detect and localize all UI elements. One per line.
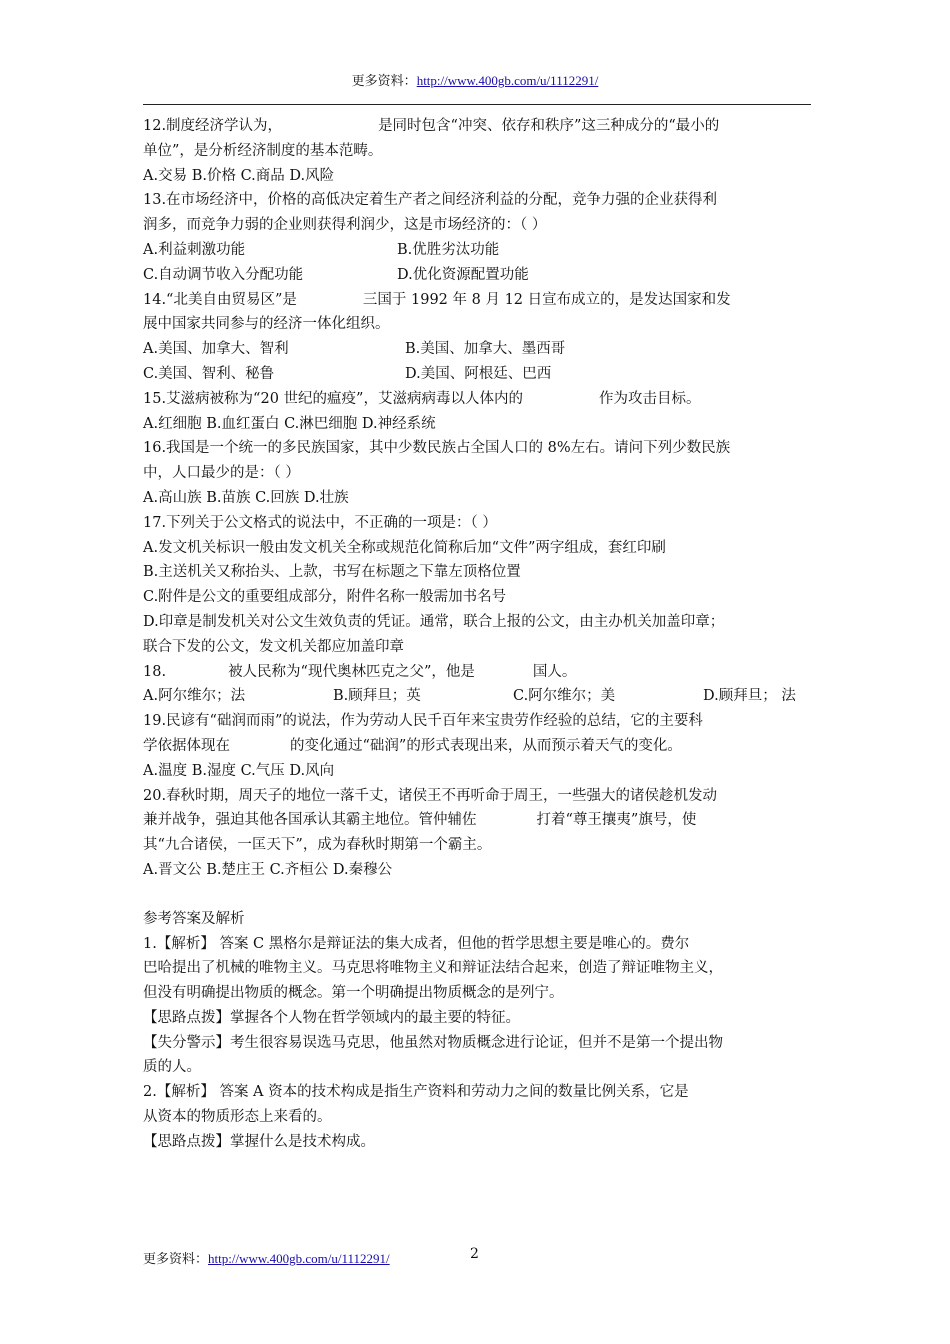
answer-1-tip: 【思路点拨】掌握各个人物在哲学领域内的最主要的特征。 <box>143 1009 520 1026</box>
footer-link[interactable]: http://www.400gb.com/u/1112291/ <box>208 1251 390 1266</box>
answers-title: 参考答案及解析 <box>143 910 245 927</box>
question-20: 20.春秋时期，周天子的地位一落千丈，诸侯王不再听命于周王，一些强大的诸侯趁机发动 <box>143 787 718 804</box>
question-14-options-row1: A.美国、加拿大、智利 B.美国、加拿大、墨西哥 <box>143 341 566 358</box>
question-16-options: A.高山族 B.苗族 C.回族 D.壮族 <box>143 489 349 506</box>
answer-1-line3: 但没有明确提出物质的概念。第一个明确提出物质概念的是列宁。 <box>143 985 564 1002</box>
answer-2-line2: 从资本的物质形态上来看的。 <box>143 1109 332 1126</box>
question-20-options: A.晋文公 B.楚庄王 C.齐桓公 D.秦穆公 <box>143 861 393 878</box>
header-divider <box>143 104 811 105</box>
page-footer <box>143 1248 390 1267</box>
question-17-option-b: B.主送机关又称抬头、上款，书写在标题之下靠左顶格位置 <box>143 564 521 581</box>
page-header <box>0 70 950 89</box>
question-15: 15.艾滋病被称为“20 世纪的瘟疫”，艾滋病病毒以人体内的 作为攻击目标。 <box>143 390 701 407</box>
question-12-options: A.交易 B.价格 C.商品 D.风险 <box>143 167 335 184</box>
question-13: 13.在市场经济中，价格的高低决定着生产者之间经济利益的分配，竞争力强的企业获得利 <box>143 192 718 209</box>
question-13-line2: 润多，而竞争力弱的企业则获得利润少，这是市场经济的：（ ） <box>143 217 547 234</box>
question-13-options-row1: A.利益刺激功能 B.优胜劣汰功能 <box>143 241 500 258</box>
answer-1-line2: 巴哈提出了机械的唯物主义。马克思将唯物主义和辩证法结合起来，创造了辩证唯物主义， <box>143 960 723 977</box>
question-17-option-d-cont: 联合下发的公文，发文机关都应加盖印章 <box>143 638 404 655</box>
question-18-options: A.阿尔维尔；法 B.顾拜旦；英 C.阿尔维尔；美 D.顾拜旦； 法 <box>143 688 796 705</box>
answer-1: 1.【解析】 答案 C 黑格尔是辩证法的集大成者，但他的哲学思想主要是唯心的。费尔 <box>143 935 690 952</box>
question-17-option-c: C.附件是公文的重要组成部分，附件名称一般需加书名号 <box>143 589 507 606</box>
question-16: 16.我国是一个统一的多民族国家，其中少数民族占全国人口的 8%左右。请问下列少数民族 <box>143 440 731 457</box>
question-19-options: A.温度 B.湿度 C.气压 D.风向 <box>143 762 335 779</box>
question-13-options-row2: C.自动调节收入分配功能 D.优化资源配置功能 <box>143 266 529 283</box>
page-number: 2 <box>470 1246 479 1262</box>
question-14-line2: 展中国家共同参与的经济一体化组织。 <box>143 316 390 333</box>
question-20-line2: 兼并战争，强迫其他各国承认其霸主地位。管仲辅佐 打着“尊王攘夷”旗号，使 <box>143 812 697 829</box>
question-12: 12.制度经济学认为， 是同时包含“冲突、依存和秩序”这三种成分的“最小的 <box>143 118 720 134</box>
question-20-line3: 其“九合诸侯，一匡天下”，成为春秋时期第一个霸主。 <box>143 837 492 854</box>
footer-label: 更多资料： <box>143 1252 209 1267</box>
section-spacer <box>143 883 811 907</box>
question-18: 18. 被人民称为“现代奥林匹克之父”，他是 国人。 <box>143 663 577 680</box>
question-12-line2: 单位”，是分析经济制度的基本范畴。 <box>143 142 383 159</box>
question-14: 14.“北美自由贸易区”是 三国于 1992 年 8 月 12 日宣布成立的，是发达国家和发 <box>143 291 731 308</box>
question-17-option-a: A.发文机关标识一般由发文机关全称或规范化简称后加“文件”两字组成，套红印刷 <box>143 539 666 556</box>
header-label: 更多资料： <box>351 74 417 89</box>
header-link[interactable]: http://www.400gb.com/u/1112291/ <box>416 73 599 88</box>
document-body <box>143 114 811 1155</box>
question-14-options-row2: C.美国、智利、秘鲁 D.美国、阿根廷、巴西 <box>143 365 552 382</box>
question-16-line2: 中，人口最少的是：（ ） <box>143 465 300 482</box>
answer-1-warning: 【失分警示】考生很容易误选马克思，他虽然对物质概念进行论证，但并不是第一个提出物 <box>143 1034 723 1051</box>
answer-2-tip: 【思路点拨】掌握什么是技术构成。 <box>143 1133 375 1150</box>
question-19: 19.民谚有“础润而雨”的说法，作为劳动人民千百年来宝贵劳作经验的总结，它的主要科 <box>143 713 703 730</box>
question-17-option-d: D.印章是制发机关对公文生效负责的凭证。通常，联合上报的公文，由主办机关加盖印章； <box>143 613 725 630</box>
question-17: 17.下列关于公文格式的说法中，不正确的一项是：（ ） <box>143 514 497 531</box>
answer-1-warning-cont: 质的人。 <box>143 1059 201 1076</box>
question-19-line2: 学依据体现在 的变化通过“础润”的形式表现出来，从而预示着天气的变化。 <box>143 737 682 754</box>
question-15-options: A.红细胞 B.血红蛋白 C.淋巴细胞 D.神经系统 <box>143 415 436 432</box>
answer-2: 2.【解析】 答案 A 资本的技术构成是指生产资料和劳动力之间的数量比例关系，它是 <box>143 1084 689 1101</box>
